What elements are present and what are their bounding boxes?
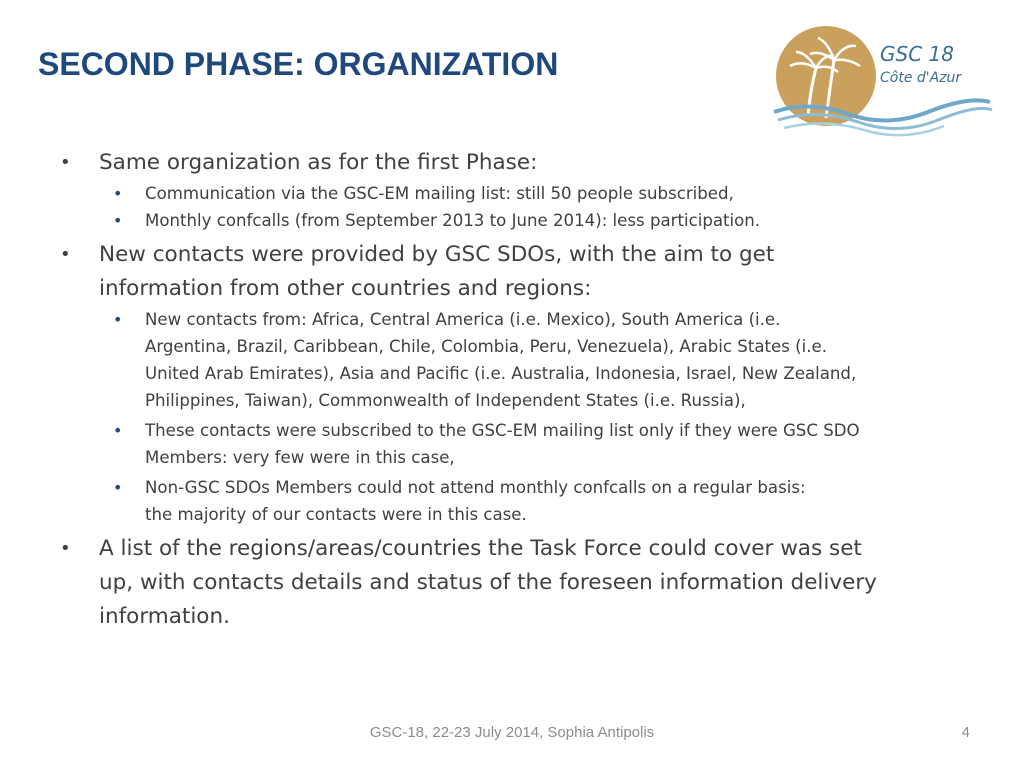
bullet-1-sub-2-text: Monthly confcalls (from September 2013 to June 2014): less participation. — [145, 211, 761, 230]
bullet-2-sub-1-line-4: Philippines, Taiwan), Commonwealth of Independent States (i.e. Russia), — [145, 391, 746, 410]
sub-bullet-marker: • — [113, 211, 123, 230]
bullet-2-line-1: New contacts were provided by GSC SDOs, with the aim to get — [99, 242, 775, 267]
bullet-2-sub-1-line-2: Argentina, Brazil, Caribbean, Chile, Colombia, Peru, Venezuela), Arabic States (i.e. — [145, 337, 827, 356]
sub-bullet-marker: • — [113, 184, 123, 203]
bullet-marker: • — [60, 152, 71, 173]
logo-text-gsc18: GSC 18 — [880, 42, 954, 66]
bullet-2-sub-3-line-1: Non-GSC SDOs Members could not attend monthly confcalls on a regular basis: — [145, 478, 806, 497]
bullet-1-sub-1 — [60, 180, 960, 207]
sub-bullet-marker: • — [113, 310, 123, 329]
slide-title: SECOND PHASE: ORGANIZATION — [38, 46, 559, 82]
bullet-2 — [60, 238, 960, 306]
bullet-2-sub-2-line-2: Members: very few were in this case, — [145, 448, 455, 467]
bullet-3-line-2: up, with contacts details and status of the foreseen information delivery — [99, 570, 877, 595]
gsc18-logo — [768, 16, 998, 144]
slide-footer: GSC-18, 22-23 July 2014, Sophia Antipolis — [369, 724, 655, 741]
sub-bullet-marker: • — [113, 421, 123, 440]
bullet-2-sub-2-line-1: These contacts were subscribed to the GSC-EM mailing list only if they were GSC SDO — [145, 421, 860, 440]
bullet-3 — [60, 532, 960, 634]
bullet-marker: • — [60, 244, 71, 265]
bullet-1-text: Same organization as for the first Phase: — [99, 150, 538, 175]
bullet-2-sub-2 — [60, 417, 960, 471]
bullet-2-sub-1-line-1: New contacts from: Africa, Central America (i.e. Mexico), South America (i.e. — [145, 310, 781, 329]
bullet-3-line-1: A list of the regions/areas/countries the Task Force could cover was set — [99, 536, 862, 561]
bullet-2-line-2: information from other countries and regions: — [99, 276, 592, 301]
bullet-3-line-3: information. — [99, 604, 230, 629]
bullet-2-sub-1 — [60, 306, 960, 414]
bullet-1 — [60, 146, 960, 180]
bullet-2-sub-1-line-3: United Arab Emirates), Asia and Pacific (i.e. Australia, Indonesia, Israel, New Zealand, — [145, 364, 857, 383]
bullet-1-sub-1-text: Communication via the GSC-EM mailing list: still 50 people subscribed, — [145, 184, 734, 203]
bullet-1-sub-2 — [60, 207, 960, 234]
slide-body — [60, 146, 960, 634]
bullet-2-sub-3-line-2: the majority of our contacts were in this case. — [145, 505, 527, 524]
logo-text-cote-dazur: Côte d'Azur — [880, 70, 962, 86]
sub-bullet-marker: • — [113, 478, 123, 497]
page-number: 4 — [961, 724, 970, 741]
bullet-2-sub-3 — [60, 474, 960, 528]
bullet-marker: • — [60, 538, 71, 559]
